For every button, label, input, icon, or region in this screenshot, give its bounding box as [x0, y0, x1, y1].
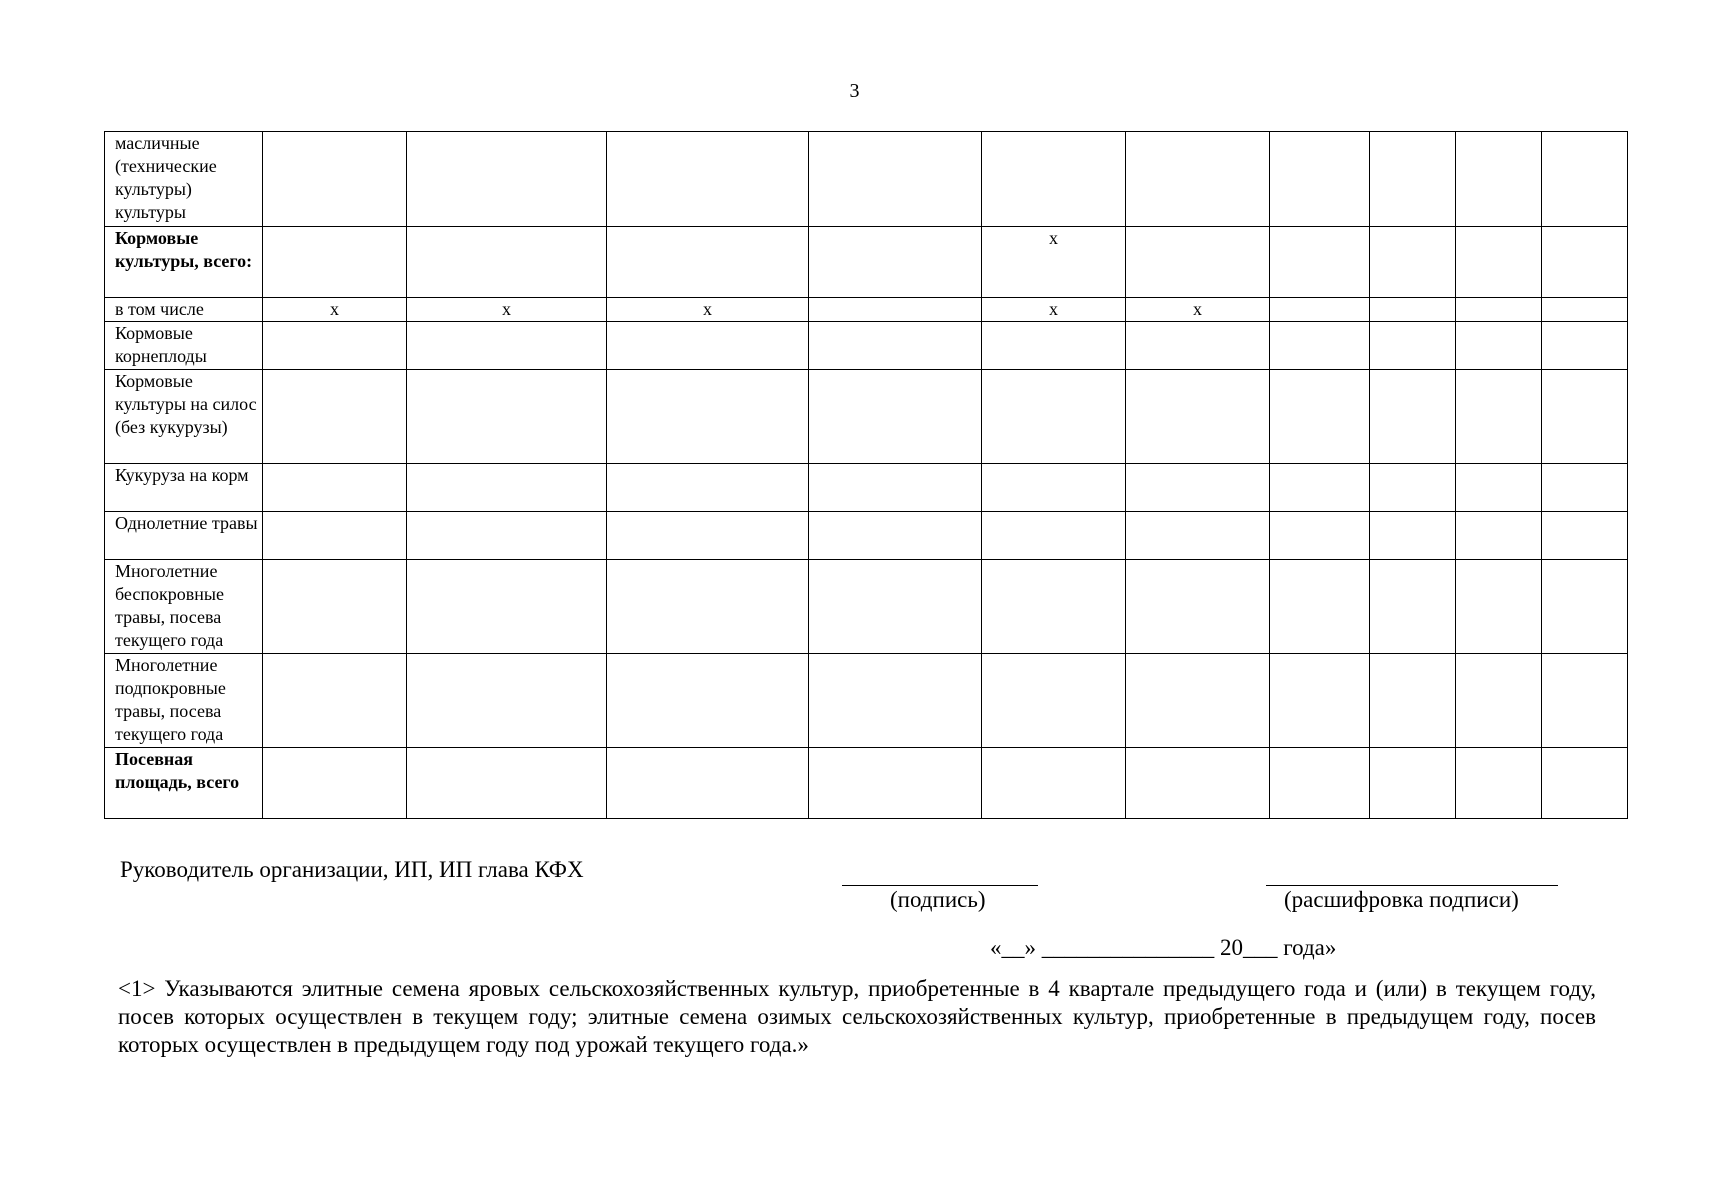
table-cell	[982, 748, 1126, 819]
table-cell	[1370, 654, 1456, 748]
table-cell	[1542, 132, 1628, 227]
table-cell	[607, 654, 809, 748]
table-row	[105, 748, 1628, 819]
table-cell	[1270, 227, 1370, 298]
table-cell	[1270, 464, 1370, 512]
table-cell	[1542, 560, 1628, 654]
table-cell	[1270, 560, 1370, 654]
row-label: Кормовые культуры, всего:	[105, 227, 263, 298]
signatory-title: Руководитель организации, ИП, ИП глава КФХ	[120, 857, 584, 882]
table-cell	[1126, 227, 1270, 298]
table-cell	[407, 748, 607, 819]
table-cell	[1456, 748, 1542, 819]
table-cell	[982, 132, 1126, 227]
table-cell	[809, 132, 982, 227]
table-cell	[1542, 748, 1628, 819]
table-cell	[982, 370, 1126, 464]
table-cell	[1456, 512, 1542, 560]
table-cell	[1126, 748, 1270, 819]
table-cell	[809, 370, 982, 464]
table-cell	[607, 560, 809, 654]
table-cell	[1542, 464, 1628, 512]
row-label: Кормовые корнеплоды	[105, 322, 263, 370]
table-cell	[1542, 654, 1628, 748]
table-row	[105, 227, 1628, 298]
row-label: Многолетние беспокровные травы, посева текущего года	[105, 560, 263, 654]
table-cell	[982, 464, 1126, 512]
table-cell	[263, 322, 407, 370]
footnote: <1> Указываются элитные семена яровых сельскохозяйственных культур, приобретенные в 4 квартале предыдущего года и (или) в текущем году, посев которых осуществлен в текущем году; элитные семена озимых сельскохозяйственных культур, приобретенные в предыдущем году, посев которых осуществлен в предыдущем году под урожай текущего года.»	[118, 976, 1596, 1057]
table-cell	[263, 748, 407, 819]
table-cell	[407, 512, 607, 560]
row-label: Кормовые культуры на силос (без кукурузы)	[105, 370, 263, 464]
table-cell	[1370, 227, 1456, 298]
date-line: «__» _______________ 20___ года»	[990, 935, 1337, 960]
table-body	[105, 132, 1628, 819]
table-cell	[1370, 322, 1456, 370]
table-cell	[1270, 654, 1370, 748]
page-number: 3	[849, 80, 860, 102]
table-cell	[1370, 560, 1456, 654]
table-cell	[1370, 464, 1456, 512]
table-cell	[263, 464, 407, 512]
signature-caption: (подпись)	[890, 887, 986, 912]
table-cell	[1456, 370, 1542, 464]
table-row	[105, 298, 1628, 322]
row-label: масличные (технические культуры) культуры	[105, 132, 263, 227]
table-cell: x	[407, 298, 607, 322]
table-cell	[1126, 322, 1270, 370]
table-cell	[1270, 132, 1370, 227]
table-cell	[263, 560, 407, 654]
row-label: Многолетние подпокровные травы, посева текущего года	[105, 654, 263, 748]
table-cell	[607, 370, 809, 464]
table-cell	[607, 132, 809, 227]
table-cell	[809, 654, 982, 748]
table-cell: x	[607, 298, 809, 322]
table-cell	[1126, 464, 1270, 512]
table-cell	[982, 512, 1126, 560]
table-row	[105, 654, 1628, 748]
table-cell	[1370, 512, 1456, 560]
table-cell	[809, 227, 982, 298]
table-cell	[407, 464, 607, 512]
table-cell	[263, 227, 407, 298]
table-cell	[607, 748, 809, 819]
signature-line	[842, 885, 1038, 886]
table-cell	[809, 748, 982, 819]
table-cell	[1126, 512, 1270, 560]
table-row	[105, 560, 1628, 654]
table-cell	[982, 322, 1126, 370]
table-cell	[1270, 512, 1370, 560]
table-cell	[263, 512, 407, 560]
table-cell	[407, 322, 607, 370]
table-cell	[263, 370, 407, 464]
signature-decoding-line	[1266, 885, 1558, 886]
table-row	[105, 464, 1628, 512]
table-cell	[1370, 748, 1456, 819]
signature-decoding-caption: (расшифровка подписи)	[1284, 887, 1519, 912]
table-cell	[982, 560, 1126, 654]
table-cell	[607, 512, 809, 560]
table-row	[105, 370, 1628, 464]
table-cell: x	[982, 227, 1126, 298]
table-cell	[982, 654, 1126, 748]
table-cell	[809, 322, 982, 370]
table-row	[105, 132, 1628, 227]
table-cell	[1126, 560, 1270, 654]
row-label: Однолетние травы	[105, 512, 263, 560]
table-cell	[263, 132, 407, 227]
table-cell	[1456, 298, 1542, 322]
table-cell: x	[982, 298, 1126, 322]
table-cell	[1542, 512, 1628, 560]
table-cell	[607, 322, 809, 370]
table-cell	[1456, 132, 1542, 227]
table-cell	[809, 464, 982, 512]
table-cell	[1270, 370, 1370, 464]
table-cell	[1542, 227, 1628, 298]
table-cell	[1542, 370, 1628, 464]
table-cell	[407, 227, 607, 298]
table-cell	[1126, 654, 1270, 748]
table-cell	[1370, 132, 1456, 227]
table-cell	[1456, 464, 1542, 512]
table-cell	[407, 370, 607, 464]
table-cell	[1370, 370, 1456, 464]
table-cell	[1270, 322, 1370, 370]
table-cell	[1456, 654, 1542, 748]
table-row	[105, 322, 1628, 370]
table-cell	[1270, 298, 1370, 322]
table-cell	[1126, 132, 1270, 227]
table-cell	[607, 464, 809, 512]
table-cell	[1542, 298, 1628, 322]
row-label: Кукуруза на корм	[105, 464, 263, 512]
table-cell	[1456, 560, 1542, 654]
table-cell	[809, 512, 982, 560]
table-cell: x	[263, 298, 407, 322]
table-cell	[1456, 322, 1542, 370]
table-cell	[809, 560, 982, 654]
table-cell	[1370, 298, 1456, 322]
table-cell	[1456, 227, 1542, 298]
table-cell: x	[1126, 298, 1270, 322]
table-cell	[607, 227, 809, 298]
table-cell	[407, 560, 607, 654]
table-cell	[407, 132, 607, 227]
table-cell	[809, 298, 982, 322]
table-cell	[263, 654, 407, 748]
table-cell	[1542, 322, 1628, 370]
crops-table	[104, 131, 1628, 819]
row-label: Посевная площадь, всего	[105, 748, 263, 819]
table-cell	[1126, 370, 1270, 464]
row-label: в том числе	[105, 298, 263, 322]
table-row	[105, 512, 1628, 560]
table-cell	[407, 654, 607, 748]
table-cell	[1270, 748, 1370, 819]
